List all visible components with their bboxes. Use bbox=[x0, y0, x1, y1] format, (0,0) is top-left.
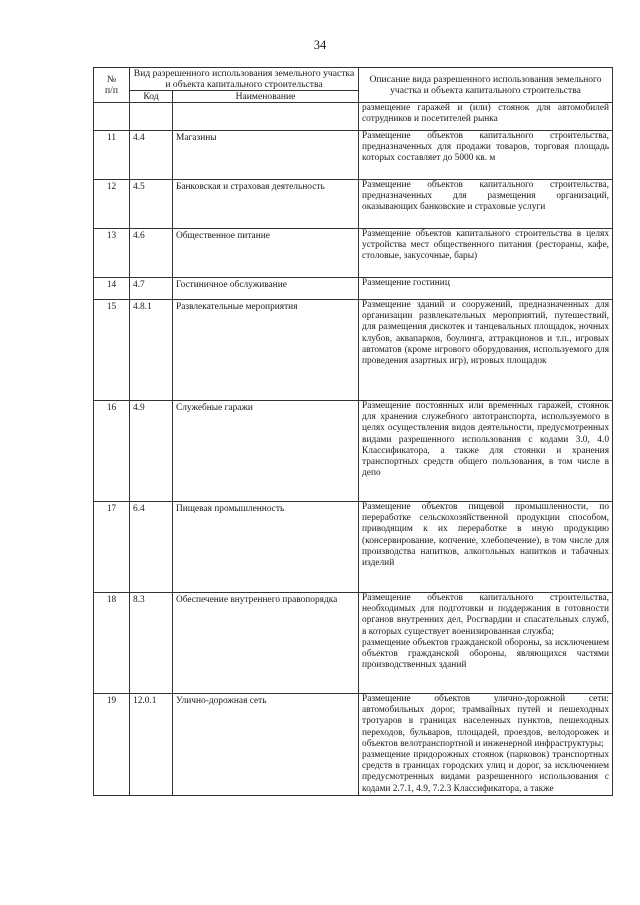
row-number bbox=[94, 103, 130, 131]
row-description bbox=[359, 180, 613, 229]
row-name: Улично-дорожная сеть bbox=[173, 694, 359, 796]
description-paragraph: Размещение объектов капитального строительства, необходимых для подготовки и поддержания в готовности органов внутренних дел, Росгвардии и спасательных служб, в которых существует военизированная служба; bbox=[362, 593, 610, 637]
row-name: Гостиничное обслуживание bbox=[173, 278, 359, 300]
row-number: 15 bbox=[94, 300, 130, 401]
row-number: 13 bbox=[94, 229, 130, 278]
row-code: 12.0.1 bbox=[130, 694, 173, 796]
row-description bbox=[359, 103, 613, 131]
page-number: 34 bbox=[313, 38, 327, 52]
row-description bbox=[359, 502, 613, 593]
header-kind-group: Вид разрешенного использования земельного участка и объекта капитального строительства bbox=[130, 68, 359, 91]
row-name: Банковская и страховая деятельность bbox=[173, 180, 359, 229]
description-paragraph: Размещение объектов пищевой промышленности, по переработке сельскохозяйственной продукции способом, приводящим к их переработке в иную продукцию (консервирование, копчение, хлебопечение), в том числе для производства напитков, алкогольных напитков и табачных изделий bbox=[362, 502, 610, 569]
description-paragraph: размещение придорожных стоянок (парковок) транспортных средств в границах городских улиц и дорог, за исключением предусмотренных видами разрешенного использования с кодами 2.7.1, 4.9, 7.2.3 Классификатора, а также bbox=[362, 750, 610, 794]
description-paragraph: Размещение объектов капитального строительства, предназначенных для продажи товаров, торговая площадь которых составляет до 5000 кв. м bbox=[362, 131, 610, 164]
row-description bbox=[359, 229, 613, 278]
table-row bbox=[94, 229, 613, 278]
description-paragraph: Размещение гостиниц bbox=[362, 278, 450, 288]
row-description bbox=[359, 593, 613, 694]
row-number: 11 bbox=[94, 131, 130, 180]
table-row bbox=[94, 502, 613, 593]
row-number: 14 bbox=[94, 278, 130, 300]
table-body bbox=[94, 103, 613, 796]
row-description bbox=[359, 694, 613, 796]
row-code: 4.8.1 bbox=[130, 300, 173, 401]
land-use-table bbox=[93, 67, 613, 796]
row-name: Развлекательные мероприятия bbox=[173, 300, 359, 401]
row-description bbox=[359, 300, 613, 401]
description-paragraph: размещение объектов гражданской обороны, за исключением объектов гражданской обороны, являющихся частями производственных зданий bbox=[362, 637, 610, 671]
row-name: Магазины bbox=[173, 131, 359, 180]
table-row bbox=[94, 131, 613, 180]
description-paragraph: Размещение объектов капитального строительства, предназначенных для размещения организаций, оказывающих банковские и страховые услуги bbox=[362, 180, 610, 213]
row-number: 17 bbox=[94, 502, 130, 593]
row-code: 4.6 bbox=[130, 229, 173, 278]
row-code: 8.3 bbox=[130, 593, 173, 694]
table-row bbox=[94, 103, 613, 131]
row-number: 18 bbox=[94, 593, 130, 694]
table-row bbox=[94, 593, 613, 694]
header-num: № п/п bbox=[94, 68, 130, 103]
table-row bbox=[94, 300, 613, 401]
row-code: 4.7 bbox=[130, 278, 173, 300]
row-code: 4.5 bbox=[130, 180, 173, 229]
table-row bbox=[94, 278, 613, 300]
description-paragraph: Размещение объектов капитального строительства в целях устройства мест общественного питания (рестораны, кафе, столовые, закусочные, бары) bbox=[362, 229, 610, 262]
description-paragraph: Размещение постоянных или временных гаражей, стоянок для хранения служебного автотранспорта, используемого в целях осуществления видов деятельности, предусмотренных видами разрешенного использования с кодами 3.0, 4.0 Классификатора, а также для стоянки и хранения транспортных средств общего пользования, в том числе в депо bbox=[362, 401, 610, 479]
row-name: Обеспечение внутреннего правопорядка bbox=[173, 593, 359, 694]
header-description: Описание вида разрешенного использования земельного участка и объекта капитального строительства bbox=[359, 68, 613, 103]
row-code: 4.4 bbox=[130, 131, 173, 180]
description-paragraph: размещение гаражей и (или) стоянок для автомобилей сотрудников и посетителей рынка bbox=[362, 103, 610, 125]
table-row bbox=[94, 694, 613, 796]
row-number: 12 bbox=[94, 180, 130, 229]
row-code bbox=[130, 103, 173, 131]
row-description bbox=[359, 401, 613, 502]
row-number: 16 bbox=[94, 401, 130, 502]
description-paragraph: Размещение зданий и сооружений, предназначенных для организации развлекательных мероприятий, путешествий, для размещения дискотек и танцевальных площадок, ночных клубов, аквапарков, боулинга, аттракционов и т.п., игровых автоматов (кроме игрового оборудования, используемого для проведения азартных игр), игровых площадок bbox=[362, 300, 610, 367]
row-name: Пищевая промышленность bbox=[173, 502, 359, 593]
header-code: Код bbox=[130, 91, 173, 103]
row-name: Служебные гаражи bbox=[173, 401, 359, 502]
table-row bbox=[94, 401, 613, 502]
row-code: 6.4 bbox=[130, 502, 173, 593]
row-number: 19 bbox=[94, 694, 130, 796]
row-name bbox=[173, 103, 359, 131]
table-header bbox=[94, 68, 613, 103]
row-description bbox=[359, 278, 613, 300]
table-row bbox=[94, 180, 613, 229]
row-code: 4.9 bbox=[130, 401, 173, 502]
row-description bbox=[359, 131, 613, 180]
row-name: Общественное питание bbox=[173, 229, 359, 278]
header-name: Наименование bbox=[173, 91, 359, 103]
description-paragraph: Размещение объектов улично-дорожной сети: автомобильных дорог, трамвайных путей и пешеходных тротуаров в границах населенных пунктов, пешеходных переходов, бульваров, площадей, проездов, велодорожек и объектов велотранспортной и инженерной инфраструктуры; bbox=[362, 694, 610, 749]
